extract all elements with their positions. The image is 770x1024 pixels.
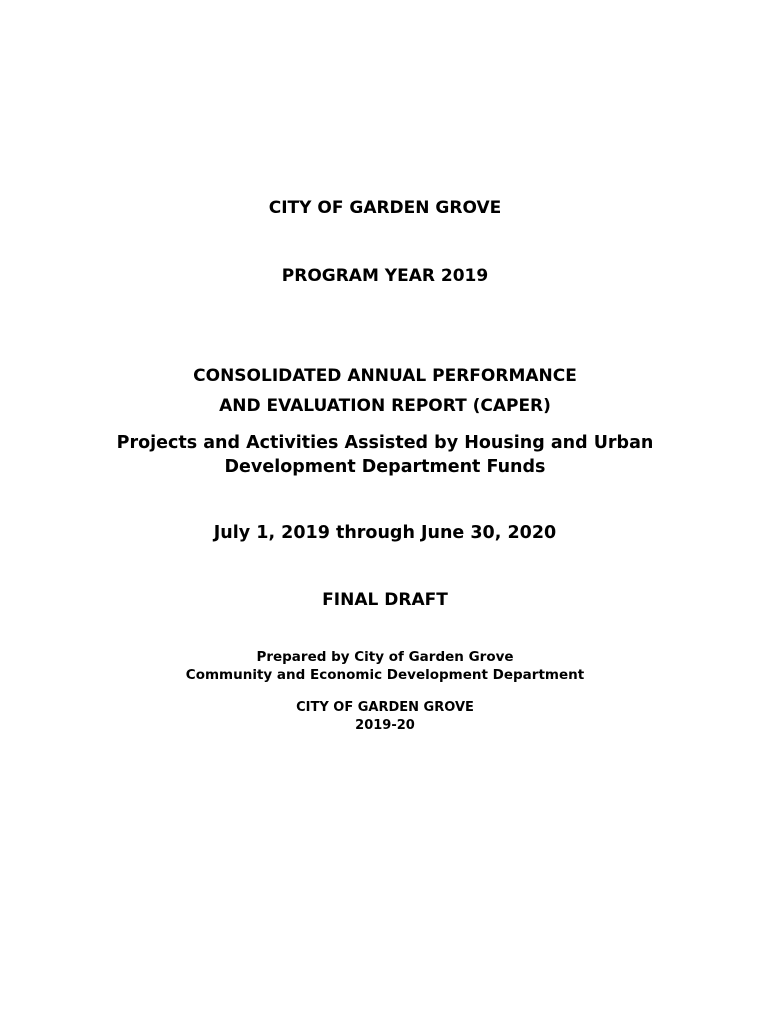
report-title-line2: AND EVALUATION REPORT (CAPER) — [219, 396, 551, 416]
subtitle-line2: Development Department Funds — [224, 457, 546, 477]
footer-city: CITY OF GARDEN GROVE — [296, 700, 474, 715]
footer-fiscal-year: 2019-20 — [355, 718, 415, 733]
report-title-line1: CONSOLIDATED ANNUAL PERFORMANCE — [193, 366, 577, 386]
draft-status: FINAL DRAFT — [322, 590, 448, 610]
prepared-by-line2: Community and Economic Development Department — [185, 667, 585, 683]
subtitle-line1: Projects and Activities Assisted by Housing and Urban — [116, 433, 654, 453]
city-heading: CITY OF GARDEN GROVE — [268, 198, 502, 218]
program-year: PROGRAM YEAR 2019 — [281, 266, 489, 286]
prepared-by-line1: Prepared by City of Garden Grove — [256, 649, 514, 665]
report-period: July 1, 2019 through June 30, 2020 — [213, 523, 557, 543]
